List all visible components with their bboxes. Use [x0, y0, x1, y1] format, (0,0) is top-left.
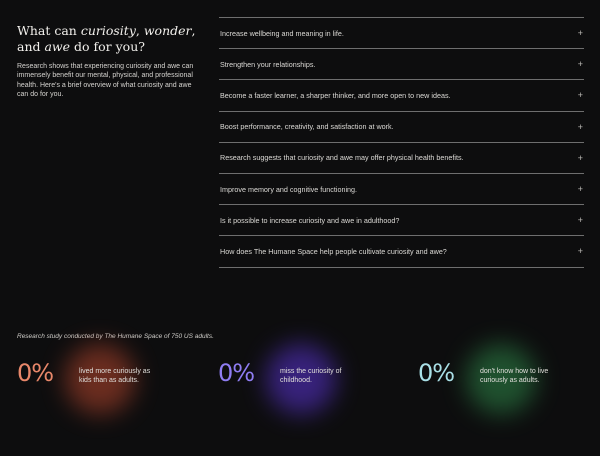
accordion-item-label: Is it possible to increase curiosity and awe in adulthood?	[220, 215, 400, 225]
plus-icon[interactable]: +	[577, 246, 583, 257]
accordion-item[interactable]	[219, 18, 584, 49]
accordion-item[interactable]	[219, 205, 584, 236]
heading-curiosity: curiosity	[80, 23, 136, 38]
accordion-item-label: Improve memory and cognitive functioning.	[220, 184, 358, 194]
benefits-accordion	[219, 17, 584, 268]
study-note: Research study conducted by The Humane Space of 750 US adults.	[17, 333, 214, 340]
heading-text: and	[17, 39, 45, 54]
heading-text: ,	[191, 23, 196, 38]
accordion-item[interactable]	[219, 174, 584, 205]
accordion-item-label: Strengthen your relationships.	[220, 59, 316, 69]
accordion-item-label: Boost performance, creativity, and satisfaction at work.	[220, 122, 394, 132]
stat-value: 0%	[218, 359, 255, 387]
stat-value: 0%	[17, 359, 54, 387]
stat-block	[17, 358, 197, 398]
accordion-item-label: How does The Humane Space help people cultivate curiosity and awe?	[220, 246, 447, 256]
heading-text: do for you?	[70, 39, 145, 54]
stat-text: miss the curiosity of childhood.	[280, 368, 342, 385]
plus-icon[interactable]: +	[577, 184, 583, 195]
heading-text: ,	[135, 23, 144, 38]
stat-value: 0%	[418, 359, 455, 387]
heading-awe: awe	[44, 39, 71, 54]
section-heading	[17, 23, 197, 55]
plus-icon[interactable]: +	[577, 152, 583, 163]
plus-icon[interactable]: +	[577, 28, 583, 39]
accordion-item-label: Increase wellbeing and meaning in life.	[220, 28, 344, 38]
accordion-item[interactable]	[219, 236, 584, 267]
plus-icon[interactable]: +	[577, 121, 583, 132]
plus-icon[interactable]: +	[577, 215, 583, 226]
stat-block	[218, 358, 398, 398]
accordion-item[interactable]	[219, 143, 584, 174]
accordion-item-label: Become a faster learner, a sharper thinker, and more open to new ideas.	[220, 90, 451, 100]
accordion-item[interactable]	[219, 112, 584, 143]
plus-icon[interactable]: +	[577, 59, 583, 70]
stat-text: don't know how to live curiously as adults.	[480, 368, 549, 385]
stat-text: lived more curiously as kids than as adults.	[79, 368, 151, 385]
plus-icon[interactable]: +	[577, 90, 583, 101]
accordion-item[interactable]	[219, 80, 584, 111]
accordion-item-label: Research suggests that curiosity and awe may offer physical health benefits.	[220, 153, 464, 163]
heading-wonder: wonder	[143, 23, 192, 38]
accordion-item[interactable]	[219, 49, 584, 80]
intro-paragraph: Research shows that experiencing curiosity and awe can immensely benefit our mental, physical, and professional health. Here's a brief overview of what curiosity and awe can do for you.	[17, 63, 194, 99]
heading-text: What can	[17, 23, 81, 38]
stat-block	[418, 358, 598, 398]
